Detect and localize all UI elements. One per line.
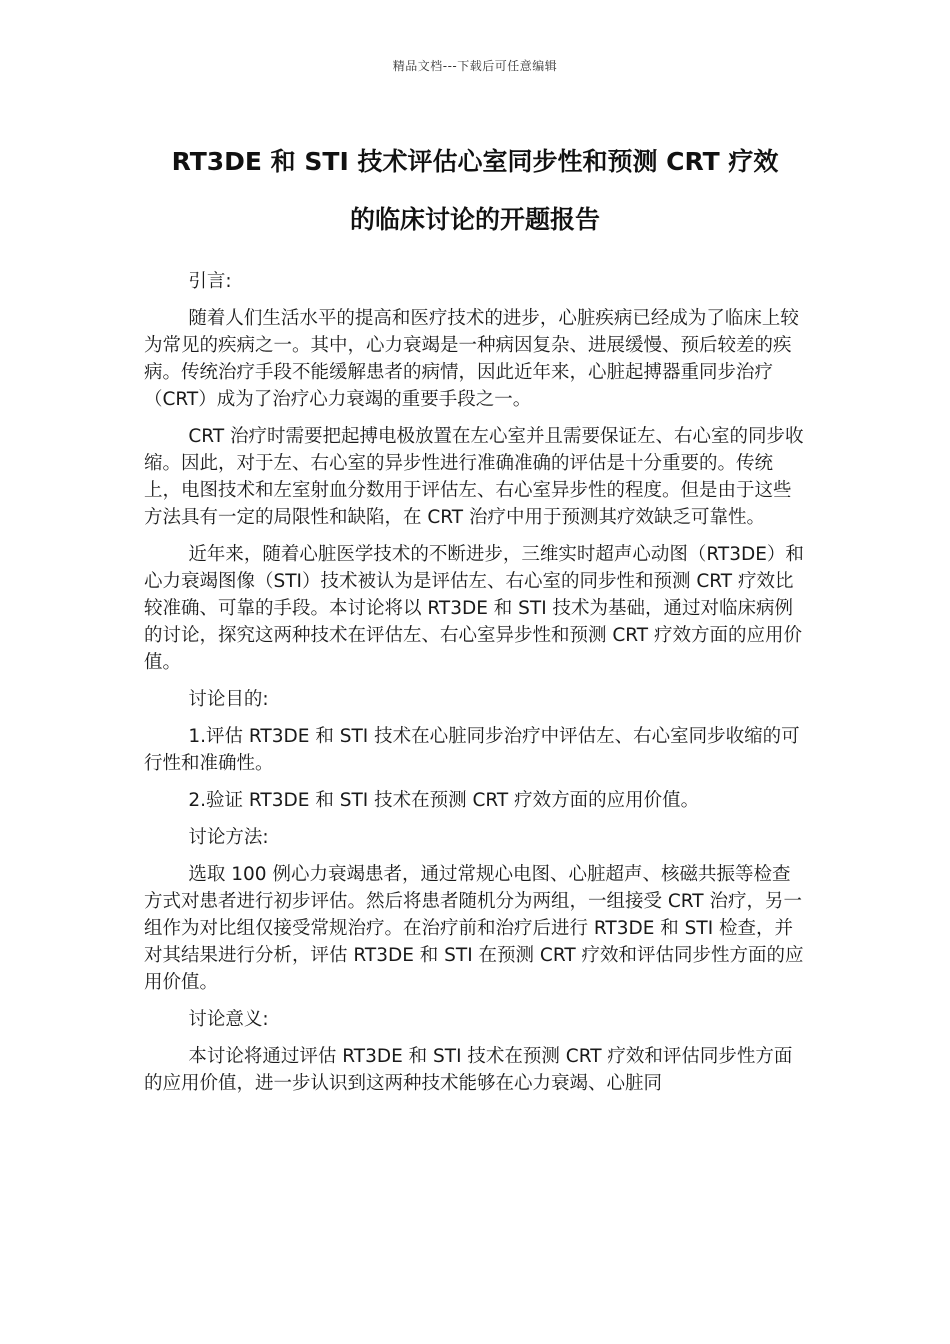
section-heading-purpose: 讨论目的: bbox=[188, 689, 269, 710]
paragraph-intro-3: 近年来，随着心脏医学技术的不断进步，三维实时超声心动图（RT3DE）和心力衰竭图像（STI）技术被认为是评估左、右心室的同步性和预测 CRT 疗效比较准确、可靠的手段。本讨论将以 RT3DE 和 STI 技术为基础，通过对临床病例的讨论，探究这两种技术在评估左、右心室异步性和预测 CRT 疗效方面的应用价值。 bbox=[144, 544, 804, 673]
list-item-purpose-1: 1.评估 RT3DE 和 STI 技术在心脏同步治疗中评估左、右心室同步收缩的可行性和准确性。 bbox=[144, 726, 800, 774]
paragraph-intro-2: CRT 治疗时需要把起搏电极放置在左心室并且需要保证左、右心室的同步收缩。因此，对于左、右心室的异步性进行准确准确的评估是十分重要的。传统上，电图技术和左室射血分数用于评估左、右心室异步性的程度。但是由于这些方法具有一定的局限性和缺陷，在 CRT 治疗中用于预测其疗效缺乏可靠性。 bbox=[144, 426, 804, 528]
section-heading-method: 讨论方法: bbox=[188, 827, 269, 848]
paragraph-significance-1: 本讨论将通过评估 RT3DE 和 STI 技术在预测 CRT 疗效和评估同步性方面的应用价值，进一步认识到这两种技术能够在心力衰竭、心脏同 bbox=[144, 1046, 793, 1094]
title-line-1: RT3DE 和 STI 技术评估心室同步性和预测 CRT 疗效 bbox=[171, 147, 779, 176]
section-heading-intro: 引言: bbox=[188, 271, 232, 292]
paragraph-method-1: 选取 100 例心力衰竭患者，通过常规心电图、心脏超声、核磁共振等检查方式对患者进行初步评估。然后将患者随机分为两组，一组接受 CRT 治疗，另一组作为对比组仅接受常规治疗。在治疗前和治疗后进行 RT3DE 和 STI 检查，并对其结果进行分析，评估 RT3DE 和 STI 在预测 CRT 疗效和评估同步性方面的应用价值。 bbox=[144, 864, 804, 993]
list-item-purpose-2: 2.验证 RT3DE 和 STI 技术在预测 CRT 疗效方面的应用价值。 bbox=[188, 790, 700, 811]
title-line-2: 的临床讨论的开题报告 bbox=[349, 205, 600, 234]
paragraph-intro-1: 随着人们生活水平的提高和医疗技术的进步，心脏疾病已经成为了临床上较为常见的疾病之一。其中，心力衰竭是一种病因复杂、进展缓慢、预后较差的疾病。传统治疗手段不能缓解患者的病情，因此近年来，心脏起搏器重同步治疗（CRT）成为了治疗心力衰竭的重要手段之一。 bbox=[144, 308, 799, 410]
page-header: 精品文档---下载后可任意编辑 bbox=[392, 59, 558, 73]
document-title bbox=[120, 133, 830, 249]
section-heading-significance: 讨论意义: bbox=[188, 1009, 269, 1030]
document-body bbox=[144, 268, 808, 1107]
